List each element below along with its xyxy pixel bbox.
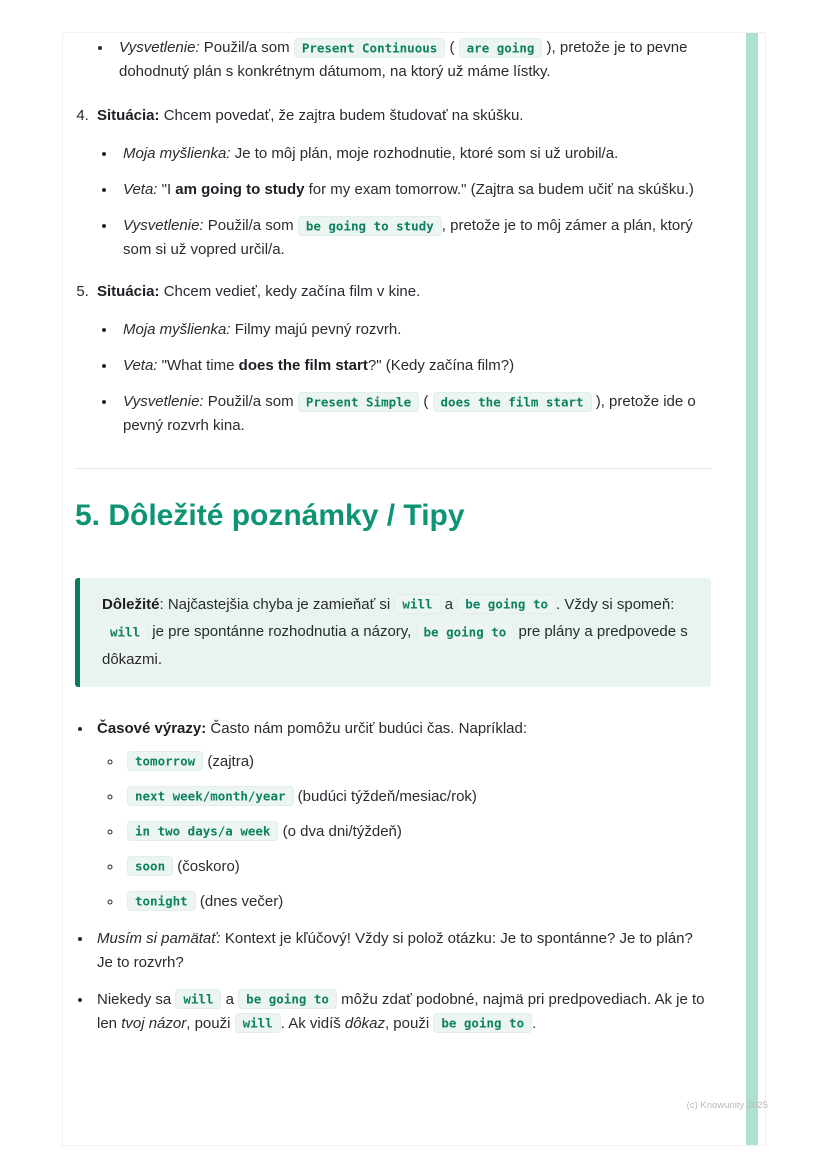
tip-text: • Časové výrazy: Často nám pomôžu určiť budúci čas. Napríklad:	[97, 719, 528, 737]
document-content	[75, 36, 711, 1049]
time-expressions-sublist	[97, 750, 711, 914]
tip-remember	[93, 927, 711, 975]
explanation-bullet-list	[75, 36, 711, 84]
situation-4-sublist	[97, 142, 711, 262]
italic-label: tvoj názor	[121, 1014, 187, 1032]
list-item: ◦ in two days/a week (o dva dni/týždeň)	[123, 820, 711, 844]
list-item: ◦ tomorrow (zajtra)	[123, 750, 711, 774]
side-accent-bar	[746, 33, 758, 1145]
code-chip: in two days/a week	[127, 821, 278, 841]
list-item: • Vysvetlenie: Použil/a som Present Continuous ( are going ), pretože je to pevne dohodnutý plán s konkrétnym dátumom, na ktorý už máme lístky.	[113, 36, 711, 84]
list-item: • Vysvetlenie: Použil/a som Present Simple ( does the film start ), pretože ide o pevný rozvrh kina.	[117, 390, 711, 438]
bold-text: does the film start	[238, 357, 368, 374]
situation-5-sublist	[97, 318, 711, 438]
code-chip: be going to	[416, 622, 515, 642]
tip-text: • Niekedy sa will a be going to môžu zdať podobné, najmä pri predpovediach. Ak je to len tvoj názor, použi will . Ak vidíš dôkaz, použi be going to .	[97, 990, 705, 1032]
situation-4	[93, 104, 711, 262]
tip-time-expressions	[93, 717, 711, 914]
list-item: • Moja myšlienka: Je to môj plán, moje rozhodnutie, ktoré som si už urobil/a.	[117, 142, 711, 166]
bold-text: Situácia:	[97, 283, 160, 300]
code-chip: soon	[127, 856, 173, 876]
code-chip: does the film start	[433, 392, 592, 412]
situation-heading: 4. Situácia: Chcem povedať, že zajtra budem študovať na skúšku.	[97, 107, 524, 124]
list-item: • Veta: "What time does the film start?" (Kedy začína film?)	[117, 354, 711, 378]
list-item: ◦ soon (čoskoro)	[123, 855, 711, 879]
bold-text: am going to study	[175, 181, 305, 198]
situation-heading: 5. Situácia: Chcem vedieť, kedy začína film v kine.	[97, 283, 421, 300]
italic-label: Vysvetlenie:	[123, 393, 204, 410]
tip-text: • Musím si pamätať: Kontext je kľúčový! Vždy si polož otázku: Je to spontánne? Je to plán? Je to rozvrh?	[97, 929, 693, 971]
list-item: ◦ next week/month/year (budúci týždeň/mesiac/rok)	[123, 785, 711, 809]
code-chip: be going to study	[298, 216, 442, 236]
italic-label: Moja myšlienka:	[123, 321, 231, 338]
italic-label: Musím si pamätať:	[97, 929, 221, 947]
italic-label: Vysvetlenie:	[123, 217, 204, 234]
code-chip: be going to	[457, 594, 556, 614]
italic-label: Vysvetlenie:	[119, 39, 200, 56]
code-chip: will	[235, 1013, 281, 1033]
bold-text: Dôležité	[102, 595, 160, 613]
italic-label: Moja myšlienka:	[123, 145, 231, 162]
tip-will-vs-going-to	[93, 988, 711, 1036]
section-heading: 5. Dôležité poznámky / Tipy	[75, 499, 465, 532]
tips-list	[75, 717, 711, 1036]
bold-text: Situácia:	[97, 107, 160, 124]
bold-text: Časové výrazy:	[97, 719, 207, 737]
situation-5	[93, 280, 711, 438]
list-item: • Veta: "I am going to study for my exam tomorrow." (Zajtra sa budem učiť na skúšku.)	[117, 178, 711, 202]
italic-label: Veta:	[123, 357, 158, 374]
list-item: ◦ tonight (dnes večer)	[123, 890, 711, 914]
code-chip: will	[102, 622, 148, 642]
code-chip: tonight	[127, 891, 196, 911]
code-chip: will	[175, 989, 221, 1009]
situations-numbered-list	[75, 104, 711, 438]
copyright-watermark: (c) Knowunity 2025	[686, 1100, 768, 1111]
list-item: • Moja myšlienka: Filmy majú pevný rozvrh.	[117, 318, 711, 342]
code-chip: Present Simple	[298, 392, 419, 412]
italic-label: dôkaz	[344, 1014, 385, 1032]
code-chip: be going to	[433, 1013, 532, 1033]
list-item: • Vysvetlenie: Použil/a som be going to study , pretože je to môj zámer a plán, ktorý som si už vopred určil/a.	[117, 214, 711, 262]
code-chip: next week/month/year	[127, 786, 294, 806]
important-callout	[75, 578, 711, 687]
code-chip: be going to	[238, 989, 337, 1009]
code-chip: tomorrow	[127, 751, 203, 771]
code-chip: will	[394, 594, 440, 614]
code-chip: are going	[459, 38, 543, 58]
divider	[75, 468, 711, 469]
callout-text: Dôležité: Najčastejšia chyba je zamieňať si will a be going to . Vždy si spomeň: will je pre spontánne rozhodnutia a názory, be going to pre plány a predpovede s dôkazmi.	[102, 595, 688, 668]
italic-label: Veta:	[123, 181, 158, 198]
code-chip: Present Continuous	[294, 38, 445, 58]
